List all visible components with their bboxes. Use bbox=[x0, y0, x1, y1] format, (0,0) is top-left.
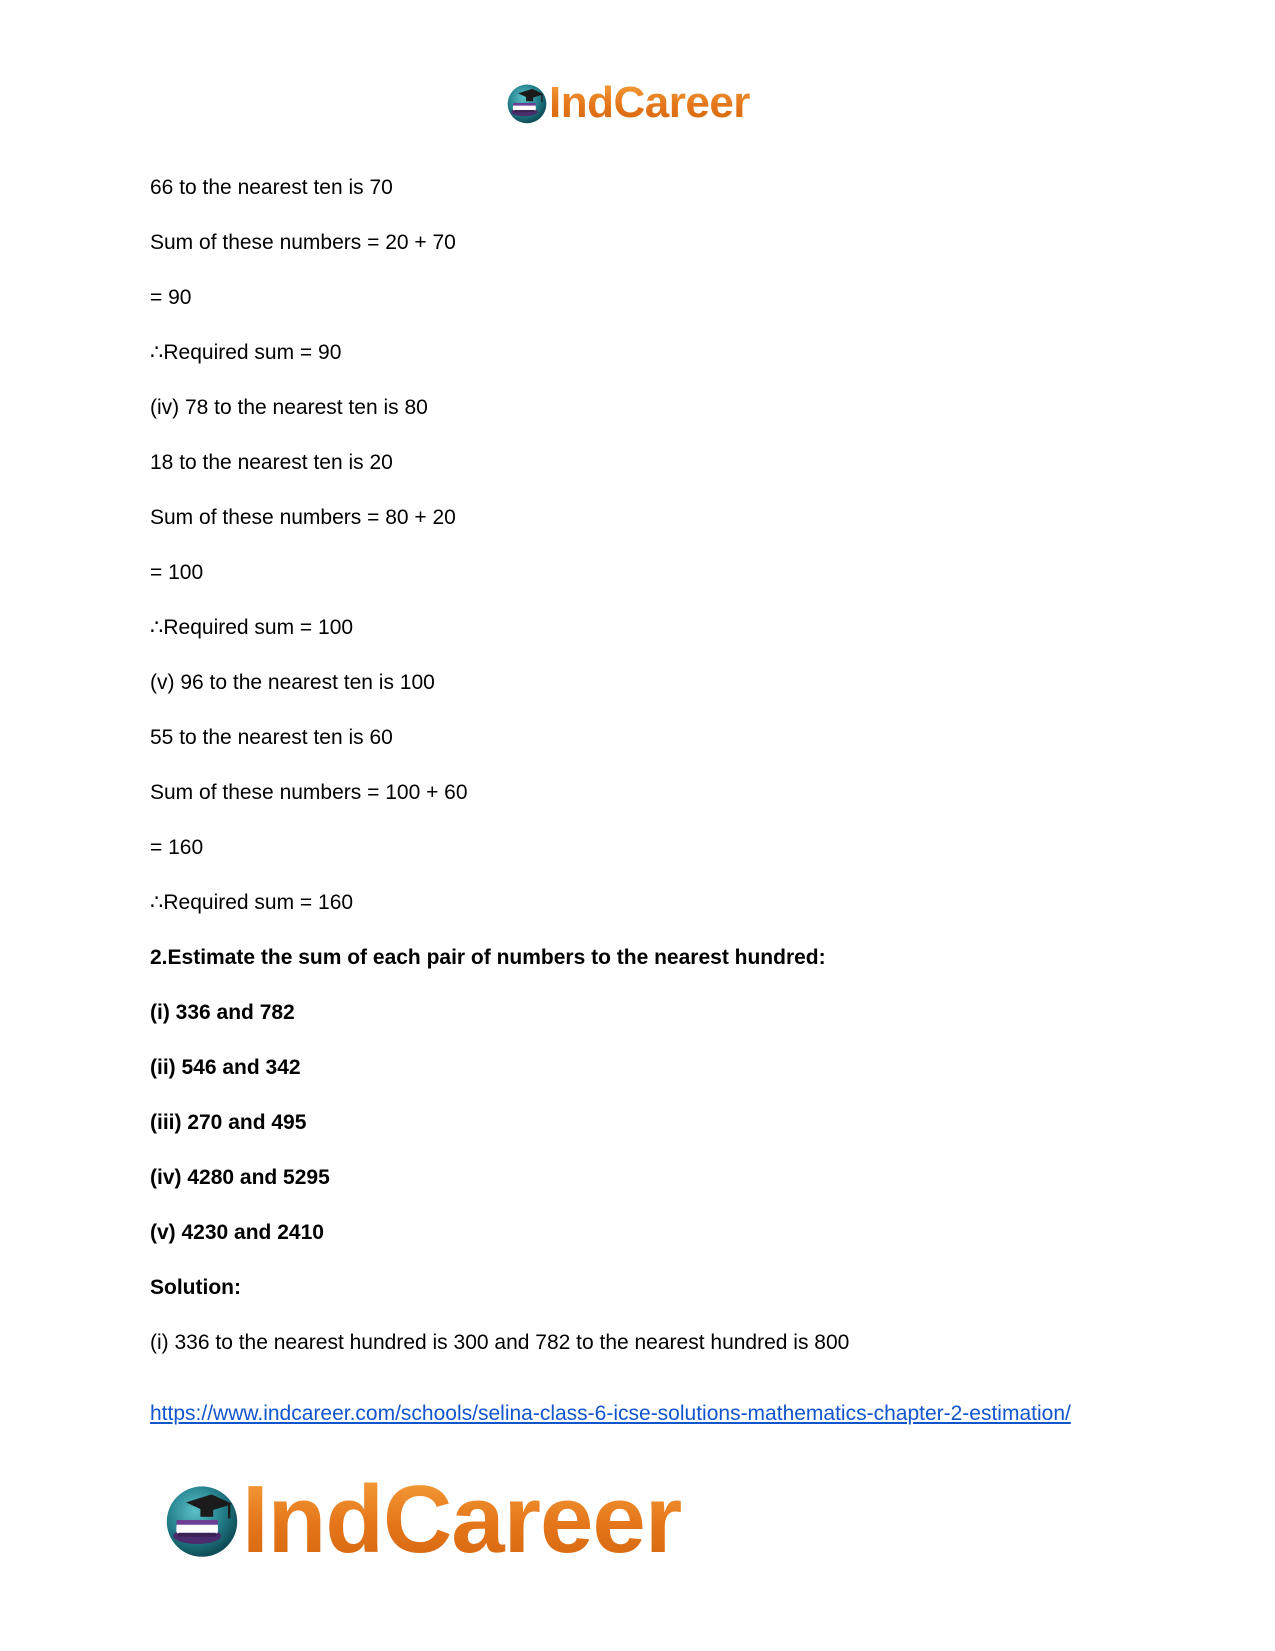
solution-text-line: = 100 bbox=[150, 561, 204, 584]
solution-text-line: = 160 bbox=[150, 836, 204, 859]
question-text-line: (i) 336 and 782 bbox=[150, 1001, 295, 1024]
solution-text-line: Sum of these numbers = 100 + 60 bbox=[150, 781, 468, 804]
source-link[interactable]: https://www.indcareer.com/schools/selina-class-6-icse-solutions-mathematics-chapter-2-estimation/ bbox=[150, 1402, 1071, 1425]
question-text-line: (v) 4230 and 2410 bbox=[150, 1221, 324, 1244]
solution-text-line: (v) 96 to the nearest ten is 100 bbox=[150, 671, 435, 694]
footer-logo bbox=[162, 1466, 682, 1573]
solution-text-line: Sum of these numbers = 20 + 70 bbox=[150, 231, 456, 254]
solution-text-line: 18 to the nearest ten is 20 bbox=[150, 451, 393, 474]
logo-wordmark: IndCareer bbox=[242, 1466, 682, 1573]
solution-text-line: 66 to the nearest ten is 70 bbox=[150, 176, 393, 199]
solution-text-line: 55 to the nearest ten is 60 bbox=[150, 726, 393, 749]
question-text-line: (iii) 270 and 495 bbox=[150, 1111, 307, 1134]
solution-text-line: ∴Required sum = 90 bbox=[150, 341, 342, 364]
solution-text-line: = 90 bbox=[150, 286, 192, 309]
graduation-cap-book-icon bbox=[162, 1480, 242, 1560]
question-text-line: (iv) 4280 and 5295 bbox=[150, 1166, 330, 1189]
graduation-cap-book-icon bbox=[505, 81, 549, 125]
header-logo bbox=[505, 80, 750, 126]
logo-wordmark: IndCareer bbox=[549, 78, 750, 127]
document-body bbox=[150, 176, 1140, 1386]
solution-text-line: Sum of these numbers = 80 + 20 bbox=[150, 506, 456, 529]
question-text-line: 2.Estimate the sum of each pair of numbers to the nearest hundred: bbox=[150, 946, 826, 969]
solution-text-line: (iv) 78 to the nearest ten is 80 bbox=[150, 396, 428, 419]
question-text-line: (ii) 546 and 342 bbox=[150, 1056, 301, 1079]
solution-text-line: (i) 336 to the nearest hundred is 300 and 782 to the nearest hundred is 800 bbox=[150, 1331, 850, 1354]
question-text-line: Solution: bbox=[150, 1276, 241, 1299]
solution-text-line: ∴Required sum = 100 bbox=[150, 616, 354, 639]
solution-text-line: ∴Required sum = 160 bbox=[150, 891, 354, 914]
